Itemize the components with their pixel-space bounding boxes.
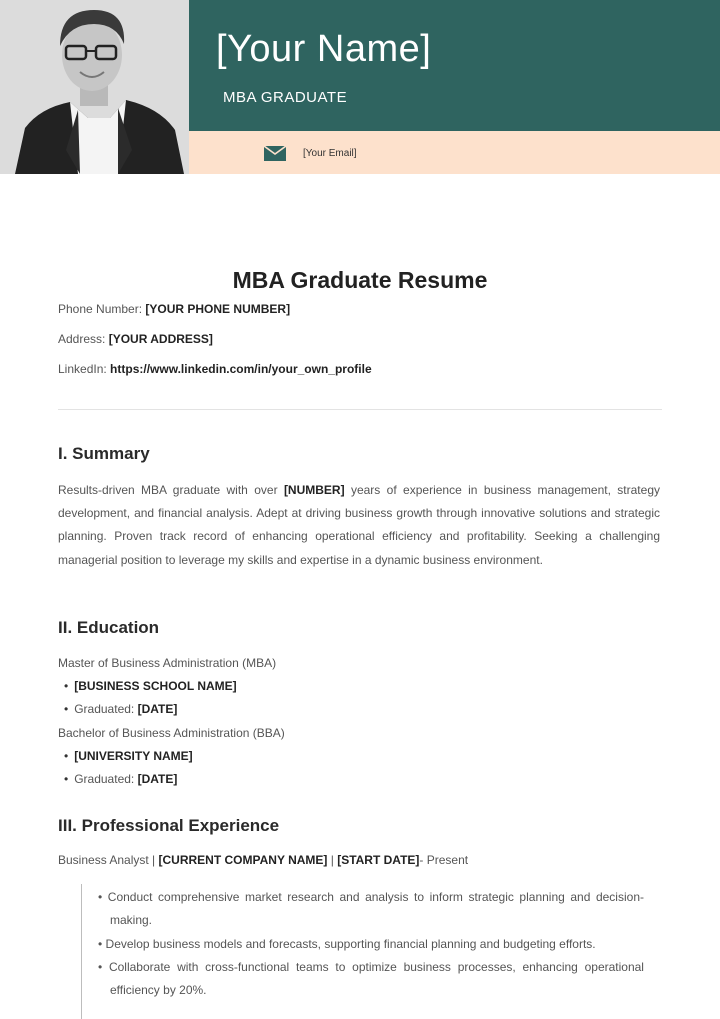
- resume-header: [0, 0, 720, 174]
- bullet-text: Conduct comprehensive market research and analysis to inform strategic planning and decision-making.: [107, 890, 644, 928]
- address-value: [YOUR ADDRESS]: [108, 332, 213, 346]
- address-line: [58, 332, 213, 346]
- linkedin-link[interactable]: https://www.linkedin.com/in/your_own_profile: [110, 362, 372, 376]
- phone-value: [YOUR PHONE NUMBER]: [145, 302, 291, 316]
- graduated-label: Graduated:: [74, 772, 138, 786]
- summary-paragraph: [58, 479, 660, 572]
- list-item: • Conduct comprehensive market research and analysis to inform strategic planning and decision-making.: [98, 890, 644, 928]
- person-portrait-image: [0, 0, 189, 174]
- linkedin-line: [58, 362, 372, 376]
- page-title: MBA Graduate Resume: [232, 267, 488, 293]
- graduated-label: Graduated:: [74, 702, 138, 716]
- experience-rule: [81, 884, 82, 1019]
- candidate-role: MBA GRADUATE: [223, 89, 348, 106]
- phone-line: [58, 302, 290, 316]
- email-icon: [264, 146, 286, 161]
- graduated-date: [DATE]: [137, 772, 178, 786]
- summary-number: [NUMBER]: [283, 483, 345, 497]
- experience-bullets: [98, 886, 644, 1002]
- experience-heading: III. Professional Experience: [58, 816, 280, 835]
- school-name: [UNIVERSITY NAME]: [74, 749, 193, 763]
- degree-graduated: • Graduated: [DATE]: [64, 702, 178, 716]
- graduated-date: [DATE]: [137, 702, 178, 716]
- job-company: [CURRENT COMPANY NAME]: [158, 853, 328, 867]
- name-band: [189, 0, 720, 131]
- list-item: • Collaborate with cross-functional teams to optimize business processes, enhancing operational efficiency by 20%.: [98, 959, 644, 998]
- school-name: [BUSINESS SCHOOL NAME]: [74, 679, 237, 693]
- degree-school: • [BUSINESS SCHOOL NAME]: [64, 679, 237, 693]
- job-end-date: - Present: [419, 853, 469, 867]
- degree-school: • [UNIVERSITY NAME]: [64, 749, 193, 763]
- divider: [58, 409, 662, 410]
- summary-text-end: years of experience in business management, strategy development, and financial analysis. Adept at driving business growth through innovative solutions and strategic planning. Proven track record of enhancing operational efficiency and profitability. Seeking a challenging managerial position to leverage my skills and expertise in a dynamic business environment.: [58, 483, 660, 567]
- separator: |: [148, 853, 159, 867]
- candidate-name: [Your Name]: [216, 28, 432, 70]
- job-line: [58, 853, 468, 867]
- list-item: • Develop business models and forecasts, supporting financial planning and budgeting efforts.: [98, 936, 596, 951]
- email-text: [Your Email]: [303, 148, 357, 159]
- phone-label: Phone Number:: [58, 302, 146, 316]
- degree-title: Bachelor of Business Administration (BBA): [58, 726, 285, 740]
- profile-photo: [0, 0, 189, 174]
- contact-band: [189, 131, 720, 174]
- job-role: Business Analyst: [58, 853, 149, 867]
- address-label: Address:: [58, 332, 109, 346]
- bullet-text: Develop business models and forecasts, supporting financial planning and budgeting efforts.: [105, 936, 596, 951]
- degree-title: Master of Business Administration (MBA): [58, 656, 277, 670]
- summary-text-start: Results-driven MBA graduate with over: [58, 483, 284, 497]
- job-start-date: [START DATE]: [337, 853, 420, 867]
- bullet-text: Collaborate with cross-functional teams to optimize business processes, enhancing operational efficiency by 20%.: [108, 959, 644, 998]
- separator: |: [327, 853, 338, 867]
- linkedin-label: LinkedIn:: [58, 362, 111, 376]
- summary-heading: I. Summary: [58, 444, 150, 463]
- education-heading: II. Education: [58, 618, 160, 637]
- degree-graduated: • Graduated: [DATE]: [64, 772, 178, 786]
